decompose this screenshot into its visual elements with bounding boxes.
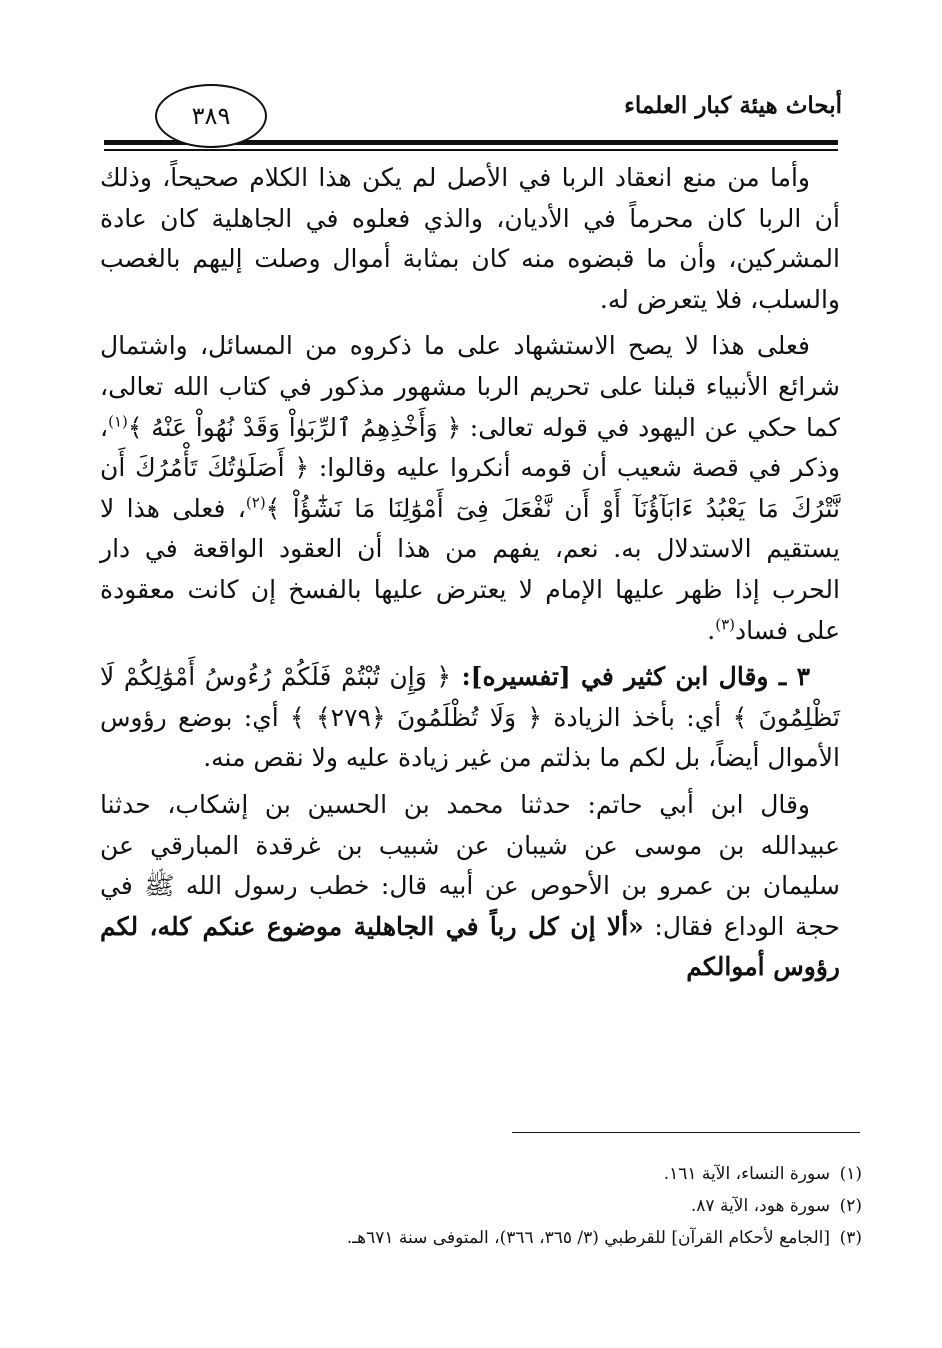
running-title: أبحاث هيئة كبار العلماء <box>624 92 842 119</box>
quran-verse-nisa: ﴿ وَأَخْذِهِمُ ٱلرِّبَوٰاْ وَقَدْ نُهُواْ عَنْهُ ﴾ <box>127 412 462 442</box>
paragraph-2-part-1: فعلى هذا لا يصح الاستشهاد على ما ذكروه من المسائل، واشتمال شرائع الأنبياء قبلنا على تحريم الربا مشهور مذكور في كتاب الله تعالى، كما حكي عن اليهود في قوله تعالى: <box>100 331 840 442</box>
footnote-3 <box>202 1222 862 1254</box>
footnotes <box>202 1158 862 1254</box>
footnote-ref-2: (٢) <box>245 493 266 512</box>
footnote-text: سورة هود، الآية ٨٧. <box>690 1196 830 1216</box>
footnote-ref-1: (١) <box>108 412 128 431</box>
footnote-text: [الجامع لأحكام القرآن] للقرطبي (٣/ ٣٦٥، ٣٦٦)، المتوفى سنة ٦٧١هـ. <box>346 1228 830 1248</box>
page-number-text: ٣٨٩ <box>191 102 231 130</box>
paragraph-2-part-2: ، وذكر في قصة شعيب أن قومه أنكروا عليه وقالوا: <box>100 412 841 483</box>
paragraph-3-part-1: أي: بأخذ الزيادة <box>542 702 733 732</box>
paragraph-4 <box>100 785 840 988</box>
paragraph-2-part-4: . <box>707 615 716 645</box>
footnote-number: (١) <box>839 1164 862 1184</box>
footnote-ref-3: (٣) <box>715 615 736 634</box>
hadith-quote: «ألا إن كل رباً في الجاهلية موضوع عنكم كله، لكم رؤوس أموالكم <box>100 911 840 982</box>
footnote-number: (٢) <box>839 1196 862 1216</box>
main-text <box>100 158 840 994</box>
footnote-number: (٣) <box>839 1228 862 1248</box>
paragraph-1 <box>100 158 840 320</box>
footnote-2 <box>202 1190 862 1222</box>
footnote-text: سورة النساء، الآية ١٦١. <box>663 1164 830 1184</box>
quran-verse-baqara-1: ﴿ وَإِن تُبْتُمْ فَلَكُمْ رُءُوسُ أَمْوَٰلِكُمْ لَا تَظْلِمُونَ ﴾ <box>100 662 840 732</box>
paragraph-2 <box>100 326 840 651</box>
quran-verse-hud: ﴿ أَصَلَوٰتُكَ تَأْمُرُكَ أَن نَّتْرُكَ مَا يَعْبُدُ ءَابَآؤُنَآ أَوْ أَن نَّفْعَلَ فِىٓ أَمْوَٰلِنَا مَا نَشَٰٓؤُاْ ﴾ <box>100 453 841 523</box>
footnote-separator <box>512 1132 860 1133</box>
paragraph-3-part-2: أي: بوضع رؤوس الأموال أيضاً، بل لكم ما بذلتم من غير زيادة عليه ولا نقص منه. <box>100 702 840 773</box>
quran-verse-baqara-2: ﴿ وَلَا تُظْلَمُونَ ﴿٢٧٩﴾ ﴾ <box>290 702 543 732</box>
paragraph-4-part-1: وقال ابن أبي حاتم: حدثنا محمد بن الحسين بن إشكاب، حدثنا عبيدالله بن موسى عن شيبان عن شبيب بن غرقدة المبارقي عن سليمان بن عمرو بن الأحوص عن أبيه قال: خطب رسول الله ﷺ في حجة الوداع فقال: <box>100 789 840 941</box>
paragraph-3-lead: ٣ ـ وقال ابن كثير في [تفسيره]: <box>451 662 810 692</box>
paragraph-3 <box>100 657 840 779</box>
header-rule-thin <box>104 149 838 151</box>
page-number <box>155 84 267 148</box>
footnote-1 <box>202 1158 862 1190</box>
paragraph-2-part-3: ، فعلى هذا لا يستقيم الاستدلال به. نعم، يفهم من هذا أن العقود الواقعة في دار الحرب إذا ظهر عليها الإمام لا يعترض عليها بالفسخ إن كانت معقودة على فساد <box>100 493 840 645</box>
paragraph-1-text: وأما من منع انعقاد الربا في الأصل لم يكن هذا الكلام صحيحاً، وذلك أن الربا كان محرماً في الأديان، والذي فعلوه في الجاهلية كان عادة المشركين، وأن ما قبضوه منه كان بمثابة أموال وصلت إليهم بالغصب والسلب، فلا يتعرض له. <box>100 163 840 314</box>
